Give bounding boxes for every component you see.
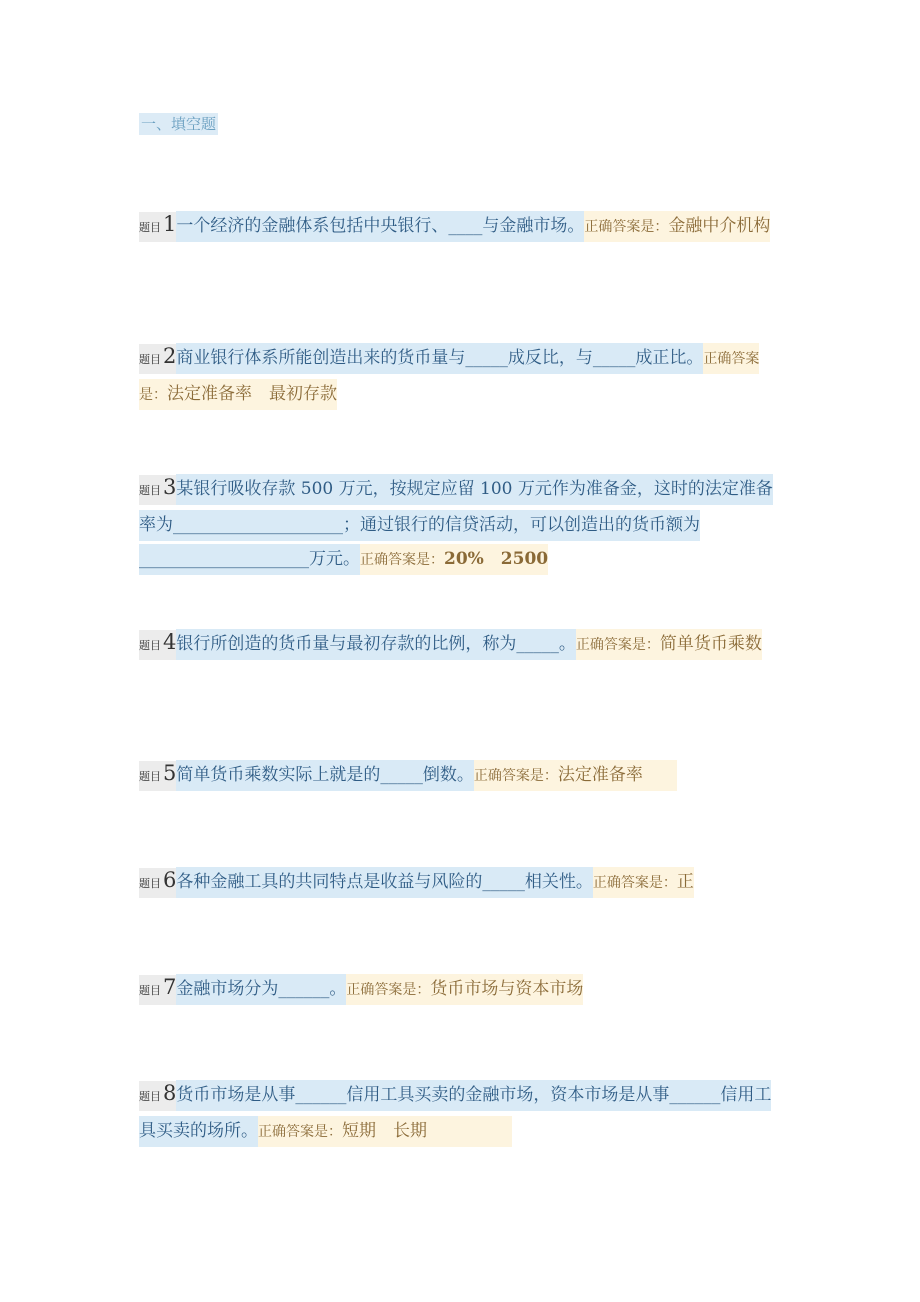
question-text: 金融市场分为______。: [176, 974, 346, 1005]
question-number: 4: [163, 630, 177, 654]
question-text: 简单货币乘数实际上就是的_____倒数。: [176, 760, 474, 791]
answer: [584, 211, 770, 242]
answer-prefix: 正确答案是：: [592, 875, 677, 891]
question-label: [139, 212, 176, 242]
answer-prefix: 正确答案是：: [584, 219, 669, 235]
question-word: 题目: [139, 639, 161, 652]
question-text: 货币市场是从事______信用工具买卖的金融市场，资本市场是从事______信用工具买卖的场所。: [139, 1080, 771, 1147]
question-text: 银行所创造的货币量与最初存款的比例，称为_____。: [176, 629, 576, 660]
answer-value: 20% 2500: [444, 549, 549, 569]
question-number: 5: [163, 761, 177, 785]
question-number: 7: [163, 975, 177, 999]
question-number: 8: [163, 1081, 177, 1105]
answer: [346, 974, 583, 1005]
question-7: [139, 970, 782, 1008]
question-label: [139, 761, 176, 791]
question-label: [139, 975, 176, 1005]
answer: [474, 760, 677, 791]
question-number: 1: [163, 212, 177, 236]
answer-prefix: 正确答案是：: [360, 552, 444, 568]
question-text: 某银行吸收存款 500 万元，按规定应留 100 万元作为准备金，这时的法定准备率为____________________；通过银行的信贷活动，可以创造出的货币额为____________________万元。: [139, 474, 773, 575]
answer-prefix: 正确答案是：: [473, 768, 558, 784]
answer-value: 法定准备率 最初存款: [167, 384, 337, 404]
question-text: 商业银行体系所能创造出来的货币量与_____成反比，与_____成正比。: [176, 343, 703, 374]
answer-value: 金融中介机构: [668, 216, 771, 236]
answer-prefix: 正确答案是：: [139, 351, 760, 403]
answer-value: 货币市场与资本市场: [430, 979, 584, 999]
question-label: [139, 630, 176, 660]
question-word: 题目: [139, 1090, 161, 1103]
answer: [258, 1116, 512, 1147]
answer-prefix: 正确答案是：: [575, 637, 660, 653]
question-3: [139, 470, 782, 577]
question-label: [139, 344, 176, 374]
answer-value: 简单货币乘数: [659, 634, 762, 654]
question-text: 各种金融工具的共同特点是收益与风险的_____相关性。: [176, 867, 593, 898]
question-number: 6: [163, 868, 177, 892]
question-label: [139, 475, 176, 505]
question-word: 题目: [139, 984, 161, 997]
question-number: 2: [163, 344, 177, 368]
answer-prefix: 正确答案是：: [258, 1124, 342, 1140]
question-word: 题目: [139, 353, 161, 366]
question-8: [139, 1076, 782, 1149]
question-text: 一个经济的金融体系包括中央银行、____与金融市场。: [176, 211, 584, 242]
question-label: [139, 1081, 176, 1111]
question-1: [139, 207, 782, 245]
question-word: 题目: [139, 221, 161, 234]
answer-value: 正: [676, 872, 694, 892]
answer: [593, 867, 694, 898]
question-word: 题目: [139, 484, 161, 497]
answer-value: 法定准备率: [557, 765, 643, 785]
question-6: [139, 863, 782, 901]
answer: [360, 544, 548, 575]
question-5: [139, 756, 782, 794]
question-word: 题目: [139, 877, 161, 890]
question-word: 题目: [139, 770, 161, 783]
answer: [576, 629, 762, 660]
section-title: 一、填空题: [141, 115, 217, 133]
question-2: [139, 339, 782, 412]
question-label: [139, 868, 176, 898]
answer-prefix: 正确答案是：: [346, 982, 431, 998]
question-number: 3: [163, 475, 177, 499]
question-4: [139, 625, 782, 663]
answer-value: 短期 长期: [342, 1121, 427, 1141]
